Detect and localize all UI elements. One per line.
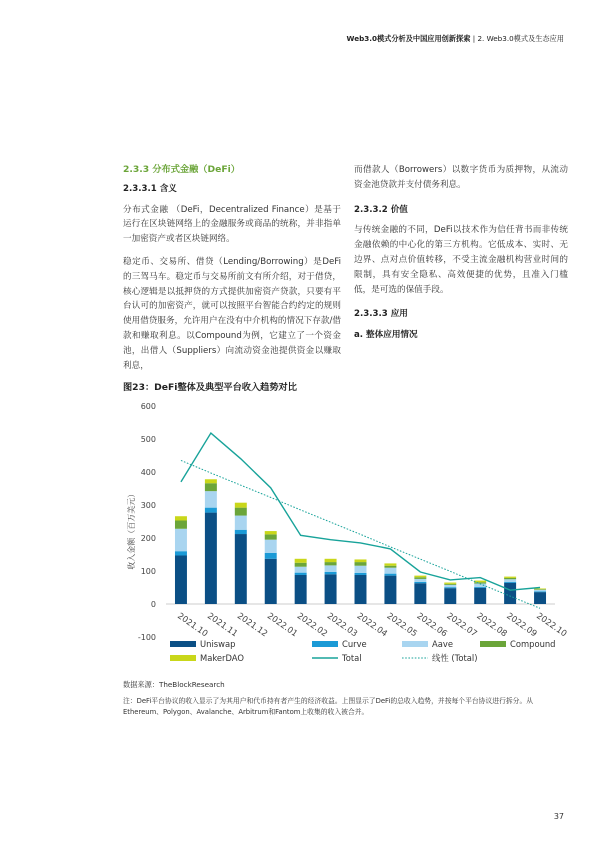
bar-segment-makerdao: [235, 503, 247, 508]
bar-segment-compound: [414, 577, 426, 579]
bar-segment-aave: [534, 590, 546, 592]
section-title: 2.3.3 分布式金融（DeFi）: [123, 164, 240, 175]
x-tick-label: 2022.01: [265, 610, 300, 639]
bar-segment-uniswap: [265, 559, 277, 604]
legend-swatch-makerdao: [170, 655, 196, 661]
bar-segment-aave: [325, 565, 337, 572]
y-tick-label: 100: [140, 567, 156, 576]
x-tick-label: 2022.06: [415, 610, 450, 639]
bar-segment-curve: [384, 574, 396, 576]
x-tick-label: 2022.04: [355, 610, 390, 639]
bar-segment-compound: [534, 589, 546, 590]
legend-swatch-curve: [312, 641, 338, 647]
bar-segment-makerdao: [325, 559, 337, 562]
bar-segment-compound: [235, 508, 247, 516]
x-tick-label: 2022.09: [504, 610, 540, 639]
bar-segment-uniswap: [474, 588, 486, 604]
bar-segment-aave: [235, 516, 247, 530]
legend-label: Compound: [510, 639, 556, 649]
x-tick-label: 2022.02: [295, 610, 330, 639]
x-tick-label: 2022.03: [325, 610, 360, 639]
bar-segment-uniswap: [504, 583, 516, 604]
bar-segment-uniswap: [355, 575, 367, 604]
bar-segment-aave: [205, 491, 217, 508]
legend-label: MakerDAO: [200, 653, 244, 663]
bar-segment-makerdao: [504, 577, 516, 578]
bar-segment-curve: [444, 587, 456, 588]
bar-segment-makerdao: [295, 559, 307, 563]
bar-segment-makerdao: [414, 576, 426, 578]
bar-segment-uniswap: [414, 583, 426, 604]
header-separator: |: [472, 34, 476, 43]
right-column: [354, 163, 568, 349]
bar-segment-compound: [504, 578, 516, 579]
bar-segment-makerdao: [175, 516, 187, 520]
y-tick-label: 400: [140, 468, 156, 477]
bar-segment-uniswap: [175, 555, 187, 604]
bar-segment-curve: [325, 572, 337, 574]
y-axis-label: 收入金额（百万美元）: [127, 489, 136, 570]
y-tick-label: 500: [140, 435, 156, 444]
bar-segment-makerdao: [534, 588, 546, 589]
bar-segment-makerdao: [265, 531, 277, 534]
bar-segment-curve: [175, 551, 187, 555]
legend-label: Total: [342, 653, 362, 663]
header-section: 2. Web3.0模式及生态应用: [477, 34, 564, 43]
bar-segment-curve: [534, 591, 546, 592]
bar-segment-compound: [384, 566, 396, 568]
bar-segment-curve: [235, 530, 247, 534]
application-title: 2.3.3.3 应用: [354, 309, 408, 320]
bar-segment-aave: [295, 567, 307, 573]
bar-segment-uniswap: [325, 574, 337, 604]
x-tick-label: 2021.11: [205, 610, 240, 639]
bar-segment-makerdao: [474, 581, 486, 583]
bar-segment-uniswap: [444, 588, 456, 604]
page-header: [347, 34, 564, 44]
figure-source: 数据来源：TheBlockResearch: [123, 680, 225, 689]
bar-segment-compound: [295, 563, 307, 567]
header-title: Web3.0模式分析及中国应用创新探索: [346, 34, 471, 43]
bar-segment-aave: [265, 540, 277, 553]
bar-segment-makerdao: [384, 563, 396, 565]
bar-segment-uniswap: [235, 534, 247, 604]
bar-segment-aave: [384, 568, 396, 574]
bar-segment-makerdao: [355, 559, 367, 562]
legend-label: Curve: [342, 639, 367, 649]
y-tick-label: 300: [140, 501, 156, 510]
application-subtitle: a. 整体应用情况: [354, 330, 418, 341]
bar-segment-aave: [355, 566, 367, 573]
bar-segment-makerdao: [205, 479, 217, 483]
bar-segment-aave: [504, 579, 516, 582]
legend-swatch-compound: [480, 641, 506, 647]
bar-segment-curve: [295, 573, 307, 575]
y-tick-label: 200: [140, 534, 156, 543]
x-tick-label: 2022.05: [385, 610, 420, 639]
value-paragraph: 与传统金融的不同，DeFi以技术作为信任背书而非传统金融依赖的中心化的第三方机构。它低成本、实时、无边界、点对点价值转移，不受主流金融机构营业时间的限制，具有安全隐私、高效便捷的优势，且准入门槛低，是可选的保值手段。: [354, 225, 568, 295]
y-tick-label: 0: [150, 600, 156, 609]
bar-segment-uniswap: [384, 576, 396, 604]
left-column: [123, 163, 341, 381]
legend-label: 线性 (Total): [432, 653, 478, 663]
bar-segment-compound: [265, 534, 277, 539]
bar-segment-aave: [175, 529, 187, 551]
legend-swatch-uniswap: [170, 641, 196, 647]
bar-segment-curve: [355, 573, 367, 575]
bar-segment-makerdao: [444, 583, 456, 584]
bar-segment-uniswap: [205, 513, 217, 604]
definition-paragraph: 分布式金融 （DeFi，Decentralized Finance）是基于运行在区块链网络上的金融服务或商品的统称，并非指单一加密资产或者区块链网络。: [123, 204, 341, 245]
subsection-title: 2.3.3.1 含义: [123, 183, 177, 194]
bar-segment-curve: [474, 587, 486, 588]
bar-segment-compound: [175, 521, 187, 529]
figure-title: 图23：DeFi整体及典型平台收入趋势对比: [123, 382, 297, 393]
bar-segment-curve: [265, 553, 277, 559]
bar-segment-curve: [205, 508, 217, 513]
y-tick-label: 600: [140, 402, 156, 411]
bar-segment-aave: [444, 585, 456, 587]
legend-swatch-aave: [402, 641, 428, 647]
x-tick-label: 2022.07: [445, 610, 480, 639]
bar-segment-compound: [325, 562, 337, 565]
page-number: 37: [553, 812, 564, 821]
bar-segment-compound: [444, 584, 456, 585]
y-tick-label: -100: [137, 633, 156, 642]
bar-segment-uniswap: [295, 575, 307, 604]
bar-segment-compound: [355, 562, 367, 566]
bar-segment-uniswap: [534, 592, 546, 604]
legend-label: Uniswap: [200, 639, 236, 649]
x-tick-label: 2022.08: [475, 610, 510, 639]
legend-label: Aave: [432, 639, 453, 649]
figure-note: 注：DeFi平台协议的收入显示了为其用户和代币持有者产生的经济收益。上图显示了DeFi的总收入趋势，并按每个平台协议进行拆分。从Ethereum、Polygon、Avalanche、Arbitrum和Fantom上收集的收入被合并。: [123, 697, 534, 716]
bar-segment-aave: [414, 579, 426, 582]
borrowers-paragraph: 而借款人（Borrowers）以数字货币为质押物，从流动资金池贷款并支付债务利息。: [354, 165, 568, 190]
value-title: 2.3.3.2 价值: [354, 204, 408, 215]
x-tick-label: 2021.12: [235, 610, 270, 639]
bar-segment-compound: [205, 483, 217, 491]
lending-paragraph: 稳定币、交易所、借贷（Lending/Borrowing）是DeFi的三驾马车。稳定币与交易所前文有所介绍，对于借贷，核心逻辑是以抵押贷的方式提供加密资产贷款，只要有平台认可的加密资产，就可以按照平台智能合约约定的规则使用借贷服务，允许用户在没有中介机构的情况下存款/借款和赚取利息。以Compound为例，它建立了一个资金池，出借人（Suppliers）向流动资金池提供资金以赚取利息，: [123, 256, 341, 371]
x-tick-label: 2021.10: [175, 610, 210, 639]
defi-revenue-chart: [100, 395, 570, 673]
bar-segment-curve: [504, 582, 516, 583]
x-tick-label: 2022.10: [534, 610, 570, 639]
bar-segment-curve: [414, 582, 426, 583]
